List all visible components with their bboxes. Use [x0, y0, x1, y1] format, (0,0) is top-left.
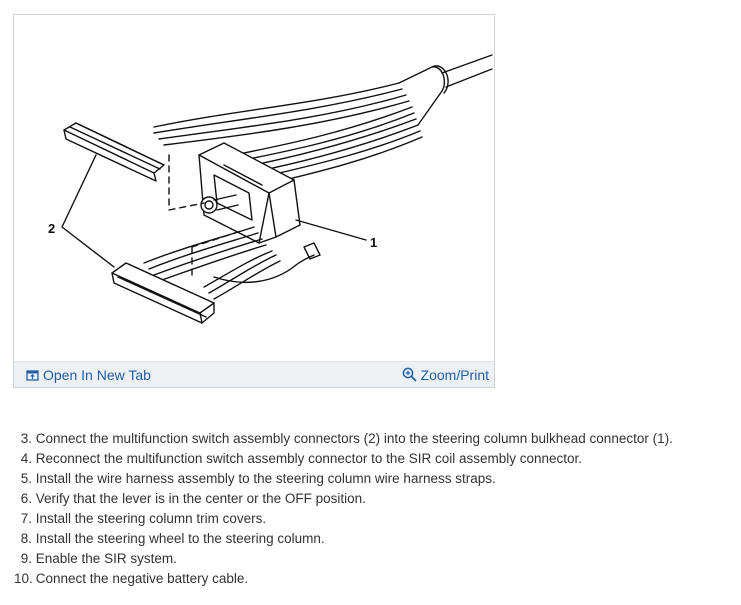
zoom-print-link[interactable]	[402, 367, 489, 383]
open-new-tab-icon	[26, 369, 39, 381]
list-item: 8. Install the steering wheel to the steering column.	[20, 531, 325, 546]
list-item: 3. Connect the multifunction switch assembly connectors (2) into the steering column bulkhead connector (1).	[20, 431, 673, 446]
callout-1: 1	[370, 235, 378, 250]
list-item: 6. Verify that the lever is in the center or the OFF position.	[20, 491, 366, 506]
wiring-diagram	[14, 15, 494, 361]
zoom-print-label: Zoom/Print	[420, 366, 489, 383]
list-item: 10. Connect the negative battery cable.	[14, 571, 249, 586]
open-in-new-tab-link[interactable]	[26, 367, 151, 383]
instruction-steps	[14, 429, 673, 589]
list-item: 4. Reconnect the multifunction switch assembly connector to the SIR coil assembly connector.	[20, 451, 583, 466]
figure-card	[13, 14, 495, 388]
open-in-new-tab-label: Open In New Tab	[43, 366, 151, 383]
list-item: 7. Install the steering column trim covers.	[20, 511, 267, 526]
zoom-magnifier-icon	[402, 367, 417, 382]
list-item: 9. Enable the SIR system.	[20, 551, 177, 566]
figure-toolbar	[14, 361, 494, 387]
list-item: 5. Install the wire harness assembly to the steering column wire harness straps.	[20, 471, 496, 486]
callout-2: 2	[48, 221, 56, 236]
